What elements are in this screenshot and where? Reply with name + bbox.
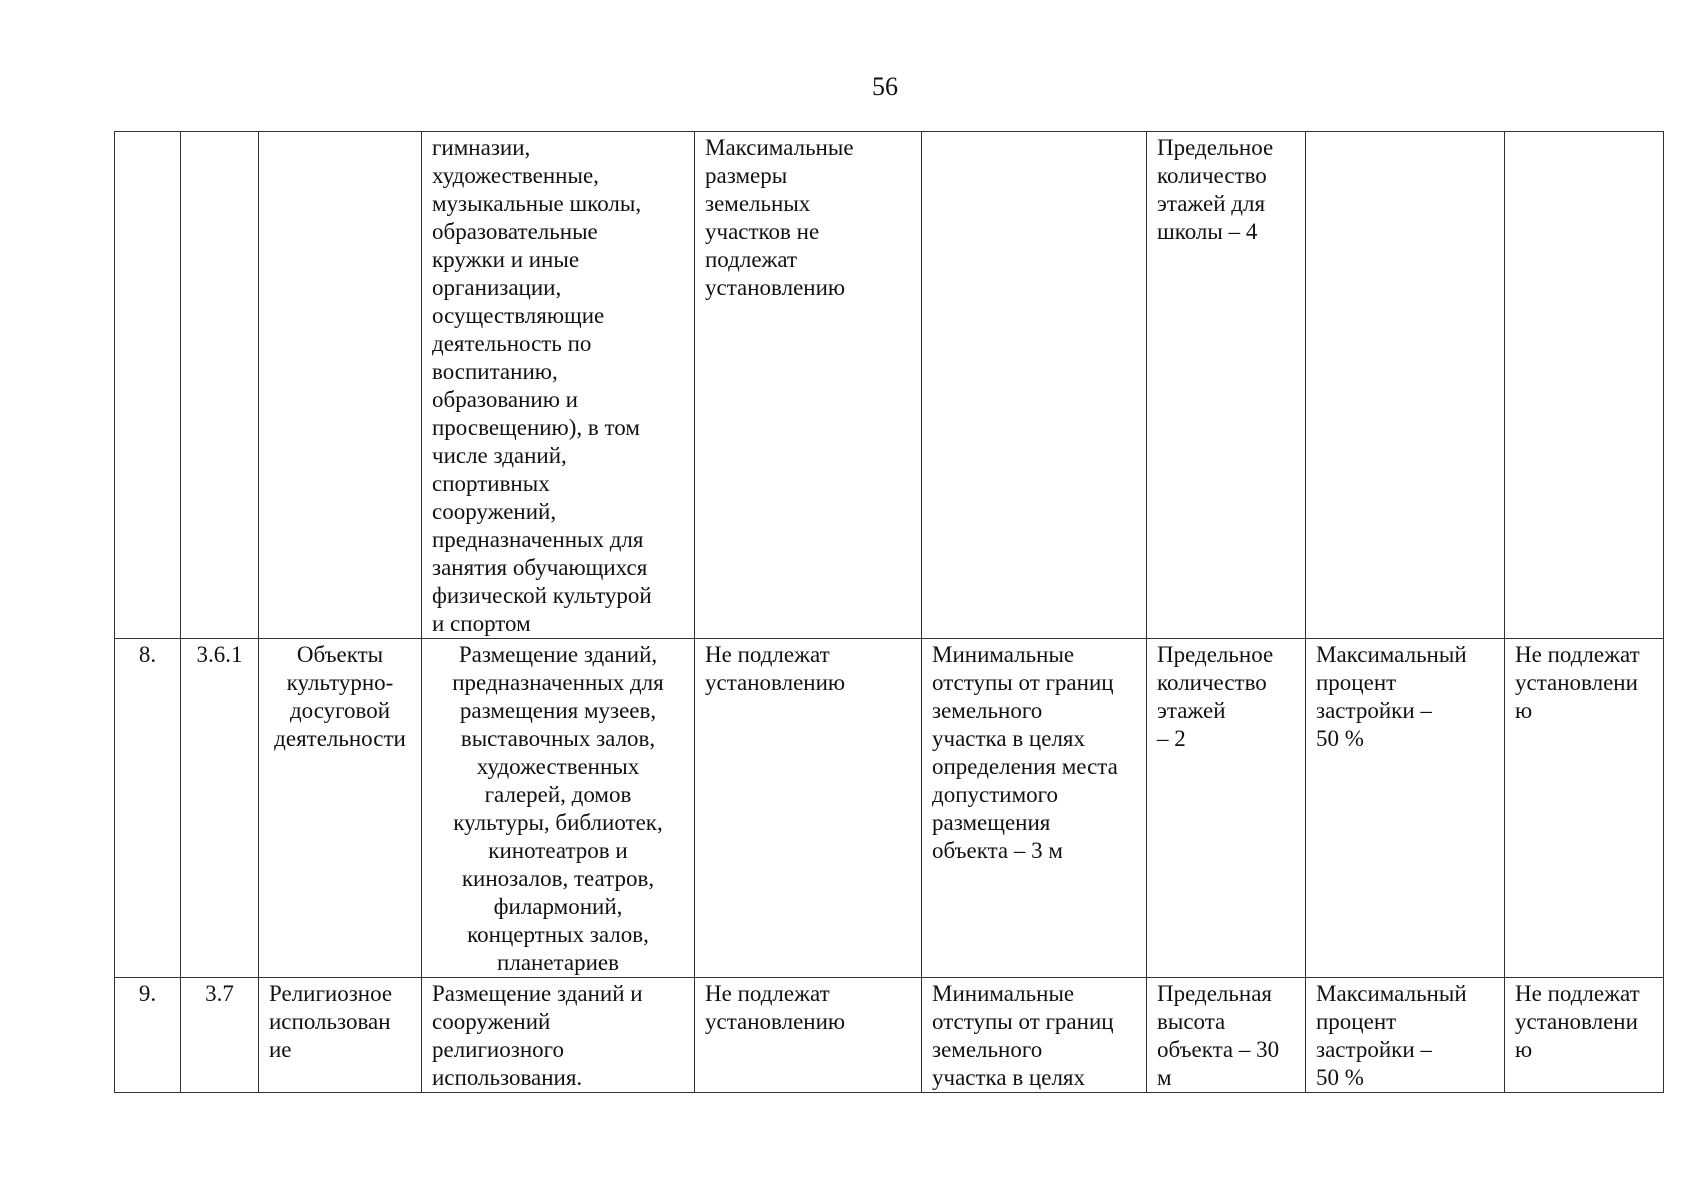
cell-name: [259, 132, 422, 639]
cell-plot-size: Не подлежат установлению: [695, 639, 922, 978]
land-use-table: [114, 131, 1664, 1093]
cell-setbacks: [922, 132, 1147, 639]
cell-other: [1505, 132, 1664, 639]
cell-setbacks: Минимальные отступы от границ земельного участка в целях: [922, 978, 1147, 1093]
cell-name: Объекты культурно- досуговой деятельности: [259, 639, 422, 978]
cell-coverage: Максимальный процент застройки – 50 %: [1306, 639, 1505, 978]
cell-number: [115, 132, 181, 639]
cell-setbacks: Минимальные отступы от границ земельного участка в целях определения места допустимого размещения объекта – 3 м: [922, 639, 1147, 978]
cell-code: [181, 132, 259, 639]
table-row: [115, 132, 1664, 639]
cell-number: 8.: [115, 639, 181, 978]
cell-floors: Предельное количество этажей – 2: [1147, 639, 1306, 978]
cell-code: 3.6.1: [181, 639, 259, 978]
cell-name: Религиозное использован ие: [259, 978, 422, 1093]
cell-description: гимназии, художественные, музыкальные школы, образовательные кружки и иные организации, осуществляющие деятельность по воспитанию, образованию и просвещению), в том числе зданий, спортивных сооружений, предназначенных для занятия обучающихся физической культурой и спортом: [422, 132, 695, 639]
cell-code: 3.7: [181, 978, 259, 1093]
cell-description: Размещение зданий и сооружений религиозного использования.: [422, 978, 695, 1093]
cell-other: Не подлежат установлени ю: [1505, 978, 1664, 1093]
table-row: [115, 639, 1664, 978]
table-row: [115, 978, 1664, 1093]
cell-floors: Предельное количество этажей для школы – 4: [1147, 132, 1306, 639]
cell-plot-size: Не подлежат установлению: [695, 978, 922, 1093]
cell-coverage: [1306, 132, 1505, 639]
cell-other: Не подлежат установлени ю: [1505, 639, 1664, 978]
cell-number: 9.: [115, 978, 181, 1093]
cell-description: Размещение зданий, предназначенных для размещения музеев, выставочных залов, художественных галерей, домов культуры, библиотек, кинотеатров и кинозалов, театров, филармоний, концертных залов, планетариев: [422, 639, 695, 978]
cell-plot-size: Максимальные размеры земельных участков не подлежат установлению: [695, 132, 922, 639]
cell-coverage: Максимальный процент застройки – 50 %: [1306, 978, 1505, 1093]
page-number: 56: [872, 72, 898, 101]
cell-floors: Предельная высота объекта – 30 м: [1147, 978, 1306, 1093]
